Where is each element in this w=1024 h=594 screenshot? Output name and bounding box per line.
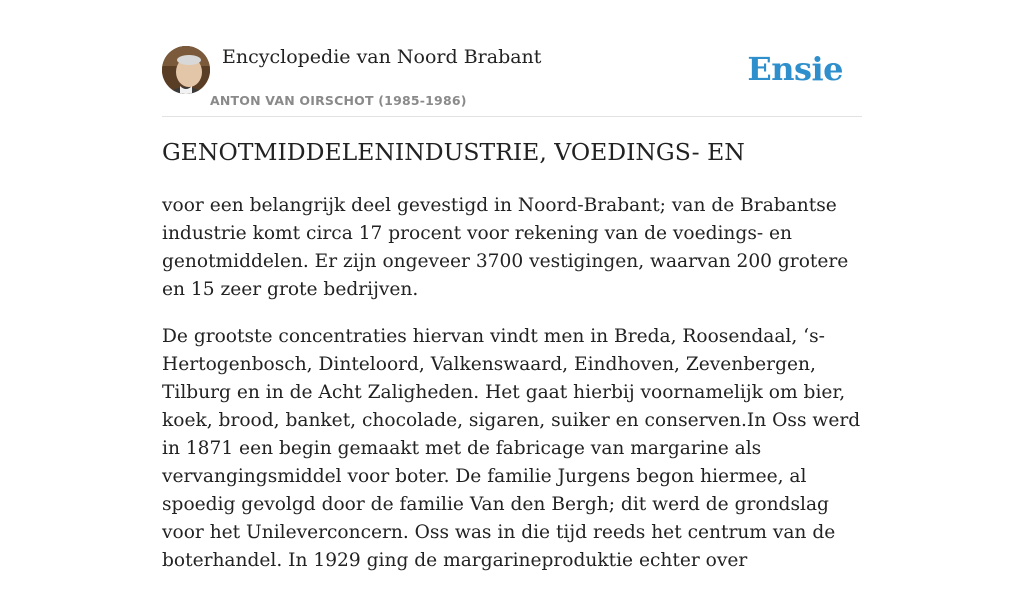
article-title: GENOTMIDDELENINDUSTRIE, VOEDINGS- EN: [162, 138, 745, 166]
author-name[interactable]: ANTON VAN OIRSCHOT (1985-1986): [210, 93, 467, 108]
header: [162, 44, 862, 117]
avatar-portrait-icon: [162, 46, 210, 94]
article-body: [162, 192, 862, 594]
article-paragraph: voor een belangrijk deel gevestigd in Noord-Brabant; van de Brabantse industrie komt circa 17 procent voor rekening van de voedings- en genotmiddelen. Er zijn ongeveer 3700 vestigingen, waarvan 200 grotere en 15 zeer grote bedrijven.: [162, 195, 849, 300]
source-title[interactable]: Encyclopedie van Noord Brabant: [222, 46, 542, 68]
brand-logo[interactable]: Ensie: [747, 50, 843, 88]
article-paragraph: De grootste concentraties hiervan vindt men in Breda, Roosendaal, ‘s-Hertogenbosch, Dinteloord, Valkenswaard, Eindhoven, Zevenbergen, Tilburg en in de Acht Zaligheden. Het gaat hierbij voornamelijk om bier, koek, brood, banket, chocolade, sigaren, suiker en conserven.In Oss werd in 1871 een begin gemaakt met de fabricage van margarine als vervangingsmiddel voor boter. De familie Jurgens begon hiermee, al spoedig gevolgd door de familie Van den Bergh; dit werd de grondslag voor het Unileverconcern. Oss was in die tijd reeds het centrum van de boterhandel. In 1929 ging de margarineproduktie echter over: [162, 326, 861, 571]
author-avatar[interactable]: [162, 46, 210, 94]
